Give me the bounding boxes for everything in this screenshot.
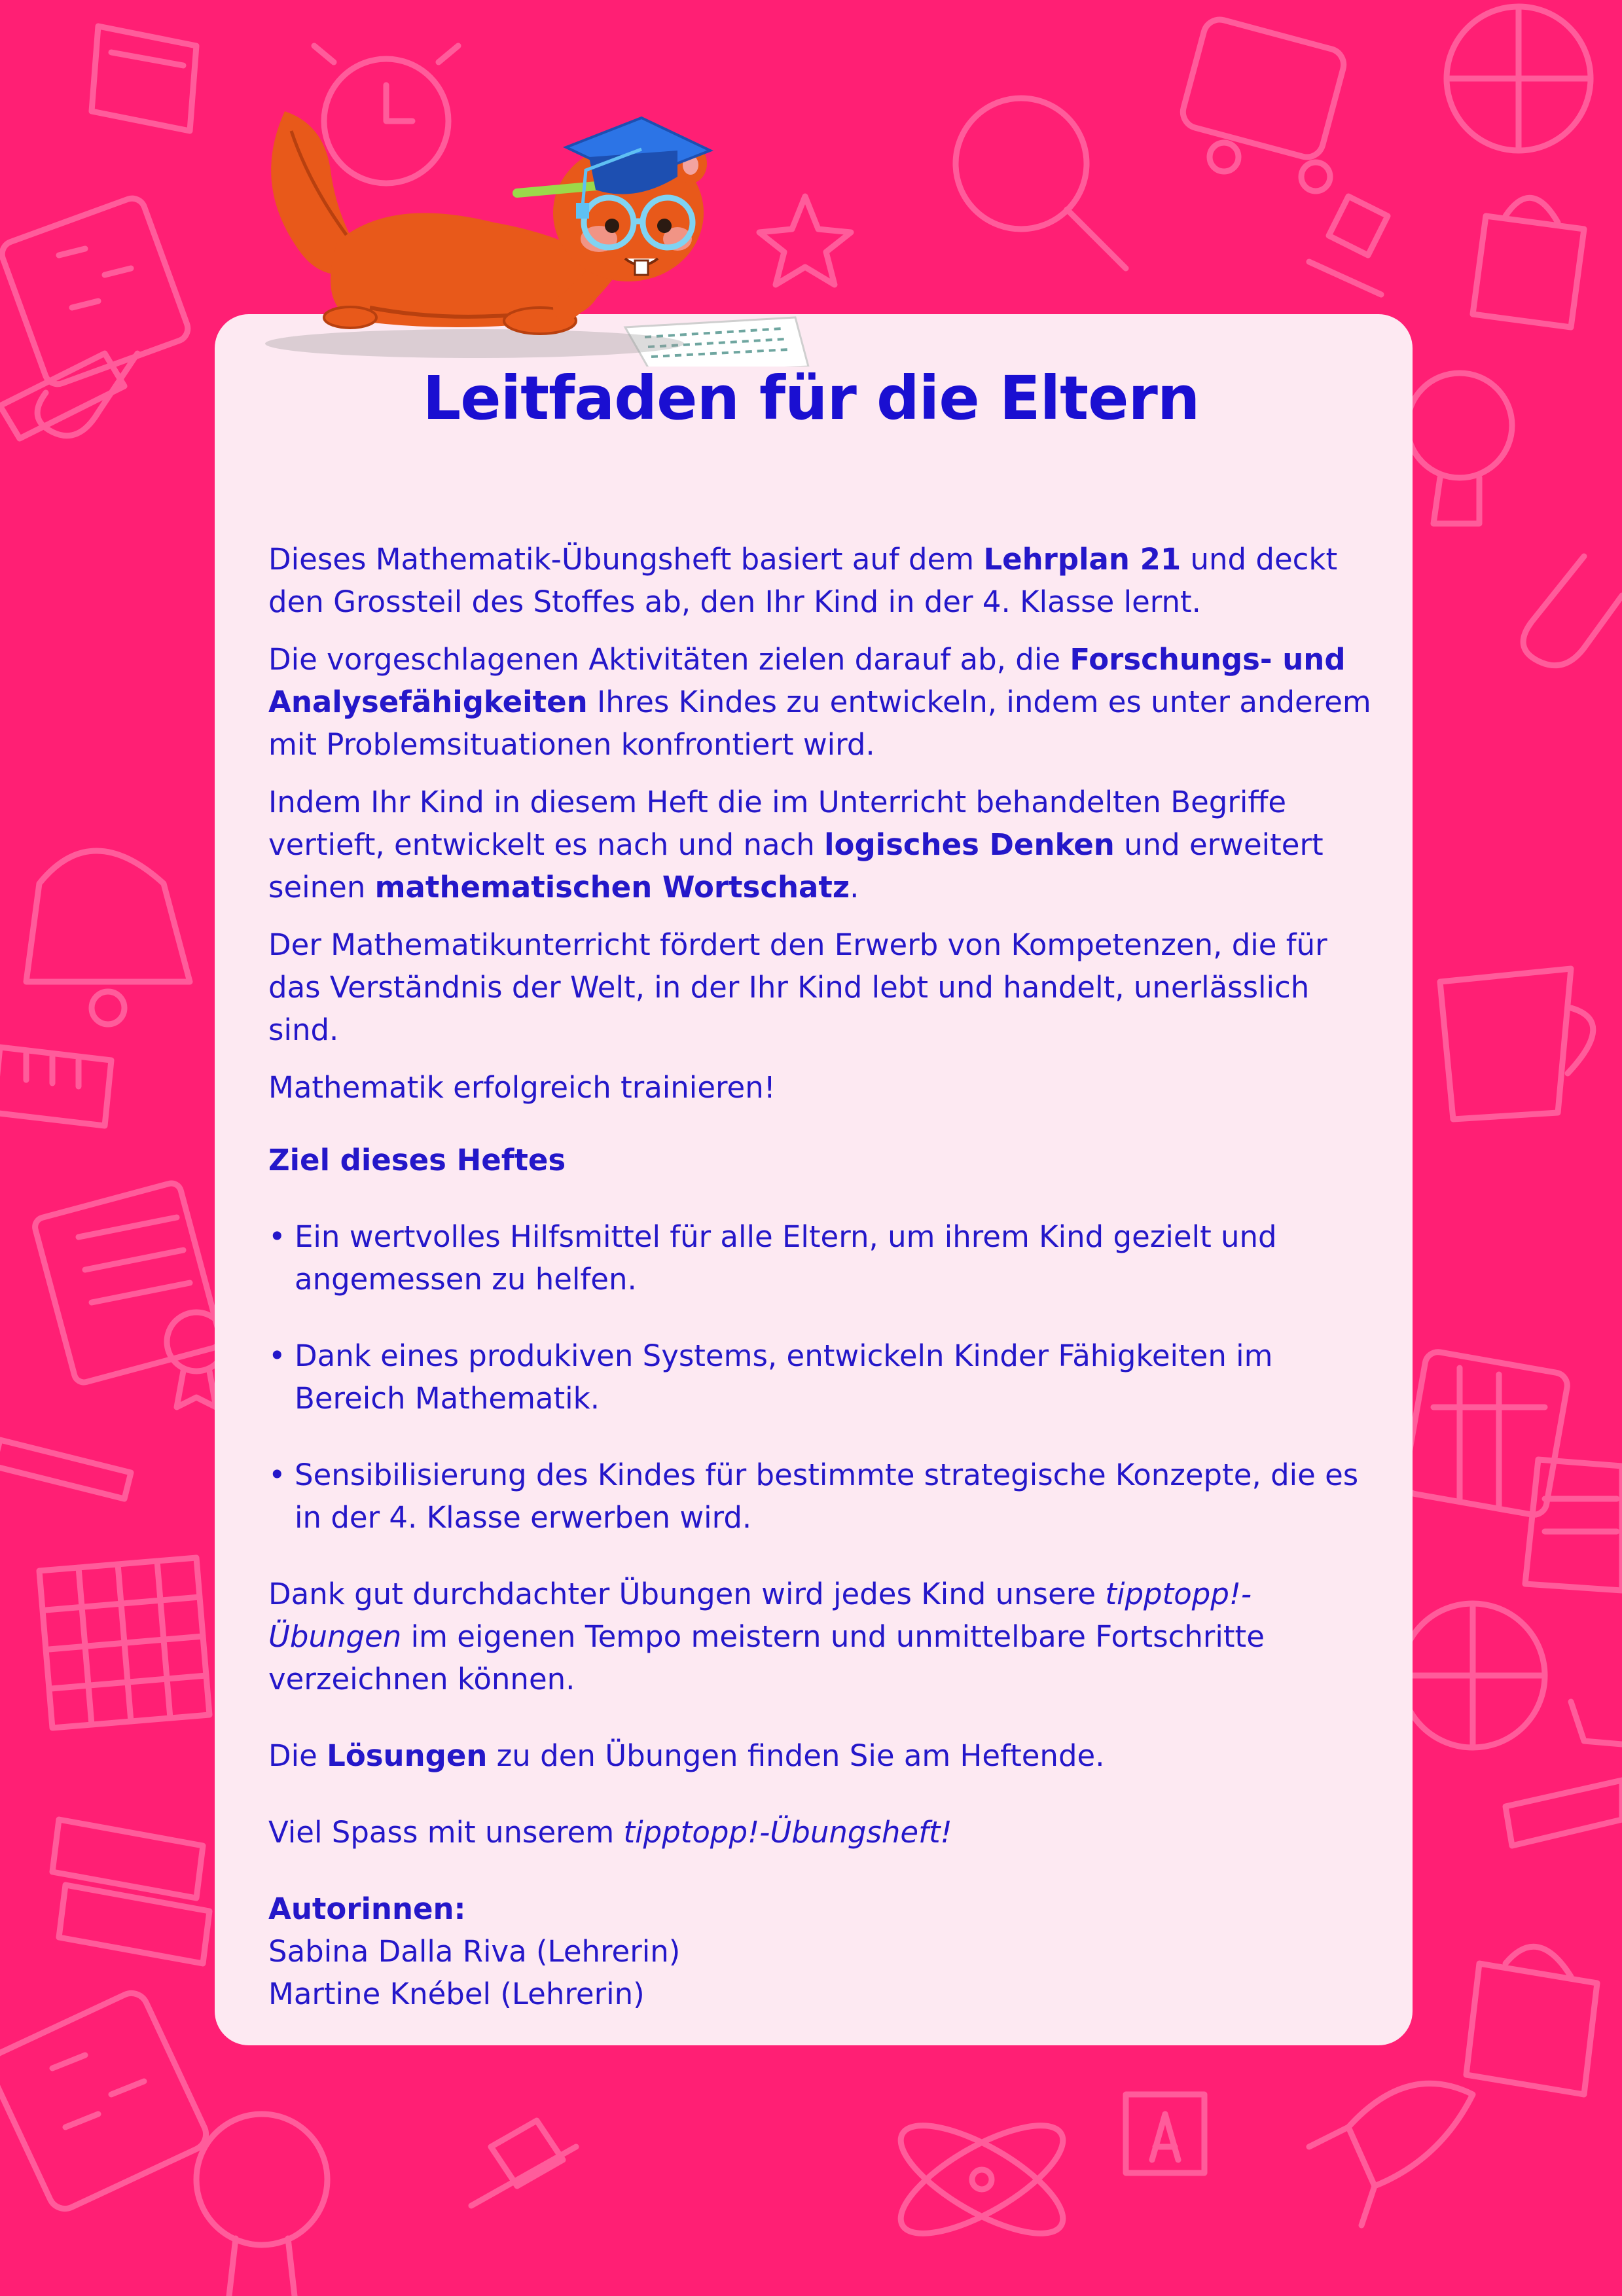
book-icon — [92, 26, 196, 131]
goals-list-item: • Dank eines produkiven Systems, entwickeln Kinder Fähigkeiten im Bereich Mathematik. — [268, 1335, 1381, 1420]
bullet-icon: • — [268, 1219, 286, 1254]
calendar-icon — [1403, 1350, 1570, 1517]
calculator-icon-2 — [0, 1988, 211, 2214]
bag-icon — [1473, 198, 1584, 327]
document-icon — [33, 1181, 222, 1385]
intro-paragraph-1: Dieses Mathematik-Übungsheft basiert auf dem Lehrplan 21 und deckt den Grossteil des Stoffes ab, den Ihr Kind in der 4. Klasse lernt. — [268, 542, 1338, 619]
star-icon-2 — [1571, 1702, 1622, 1744]
bullet-icon: • — [268, 1338, 286, 1373]
paperclip-icon — [1523, 556, 1622, 666]
goals-list-item: • Ein wertvolles Hilfsmittel für alle Eltern, um ihrem Kind gezielt und angemessen zu helfen. — [268, 1215, 1381, 1300]
pencil-icon-2 — [0, 1440, 131, 1499]
goals-list-item: • Sensibilisierung des Kindes für bestimmte strategische Konzepte, die es in der 4. Klasse erwerben wird. — [268, 1454, 1381, 1539]
lightbulb-icon-2 — [196, 2114, 327, 2296]
globe-icon — [1447, 7, 1591, 151]
cup-icon — [1440, 969, 1593, 1119]
bus-icon — [1180, 16, 1348, 191]
outro-paragraph-2: Die Lösungen zu den Übungen finden Sie am Heftende. — [268, 1738, 1105, 1773]
stamp-icon-2 — [471, 2121, 576, 2206]
authors-label: Autorinnen: — [268, 1892, 466, 1926]
paper-icon — [1525, 1460, 1622, 1590]
guide-text — [268, 538, 1381, 2015]
intro-paragraph-2: Die vorgeschlagenen Aktivitäten zielen darauf ab, die Forschungs- und Analysefähigkeiten Ihres Kindes zu entwickeln, indem es unter anderem mit Problemsituationen konfrontiert wird. — [268, 642, 1371, 762]
abc-blocks-icon — [1126, 2094, 1204, 2173]
pencil-icon-3 — [1505, 1780, 1622, 1846]
books-stack-icon — [52, 1820, 209, 1964]
atom-icon — [886, 2106, 1077, 2254]
bell-icon — [26, 851, 190, 1024]
intro-paragraph-3: Indem Ihr Kind in diesem Heft die im Unterricht behandelten Begriffe vertieft, entwickelt es nach und nach logisches Denken und erweitert seinen mathematischen Wortschatz. — [268, 785, 1324, 905]
author-name-2: Martine Knébel (Lehrerin) — [268, 1977, 645, 2011]
intro-paragraph-4: Der Mathematikunterricht fördert den Erwerb von Kompetenzen, die für das Verständnis der Welt, in der Ihr Kind lebt und handelt, unerlässlich sind. — [268, 927, 1327, 1047]
bag-icon-2 — [1466, 1946, 1597, 2094]
goals-heading: Ziel dieses Heftes — [268, 1143, 566, 1177]
grid-icon — [39, 1558, 209, 1728]
outro-paragraph-1: Dank gut durchdachter Übungen wird jedes Kind unsere tipptopp!-Übungen im eigenen Tempo meistern und unmittelbare Fortschritte verzeichnen können. — [268, 1577, 1265, 1696]
rocket-icon — [1309, 2083, 1473, 2225]
page-title: Leitfaden für die Eltern — [422, 363, 1200, 433]
author-name-1: Sabina Dalla Riva (Lehrerin) — [268, 1934, 681, 1969]
stamp-icon — [1309, 196, 1388, 295]
squirrel-mascot-illustration — [259, 92, 821, 367]
ruler-icon — [0, 1047, 111, 1126]
bullet-icon: • — [268, 1458, 286, 1492]
outro-paragraph-3: Viel Spass mit unserem tipptopp!-Übungsheft! — [268, 1815, 952, 1850]
magnifier-icon — [956, 98, 1126, 268]
intro-paragraph-5: Mathematik erfolgreich trainieren! — [268, 1070, 776, 1105]
goals-list — [268, 1215, 1381, 1539]
globe-icon-2 — [1401, 1604, 1545, 1748]
